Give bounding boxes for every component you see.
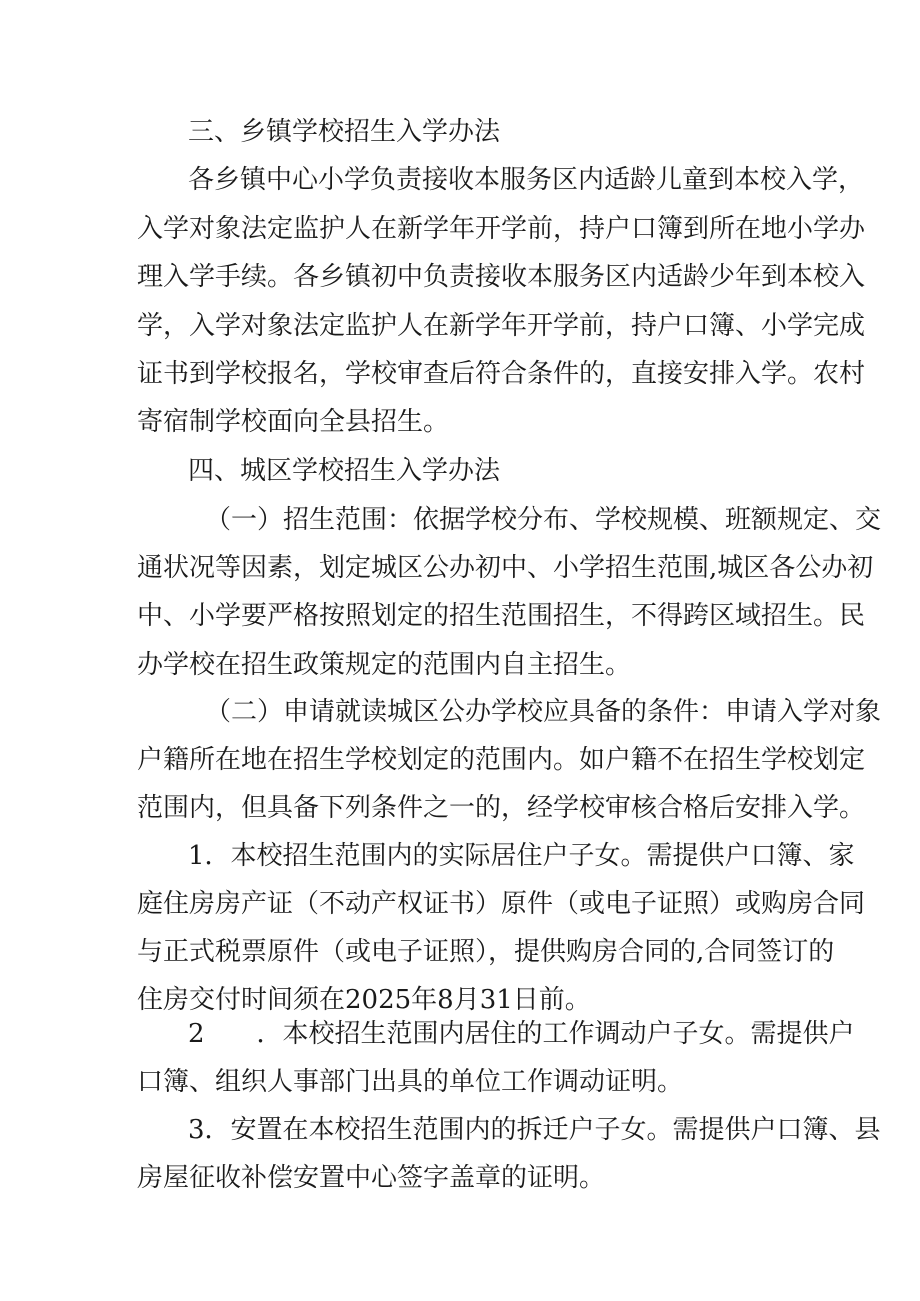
- paragraph-line: （二）申请就读城区公办学校应具备的条件：申请入学对象: [205, 697, 882, 727]
- paragraph-line: 范围内，但具备下列条件之一的，经学校审核合格后安排入学。: [137, 793, 866, 823]
- paragraph-line: 户籍所在地在招生学校划定的范围内。如户籍不在招生学校划定: [137, 745, 866, 775]
- paragraph-line: 3．安置在本校招生范围内的拆迁户子女。需提供户口簿、县: [188, 1115, 881, 1145]
- paragraph-line: 口簿、组织人事部门出具的单位工作调动证明。: [137, 1067, 684, 1097]
- paragraph-line: 庭住房房产证（不动产权证书）原件（或电子证照）或购房合同: [137, 889, 866, 919]
- paragraph-line: 2 ．本校招生范围内居住的工作调动户子女。需提供户: [188, 1019, 855, 1049]
- paragraph-line: 与正式税票原件（或电子证照），提供购房合同的,合同签订的: [137, 937, 835, 967]
- paragraph-line: 寄宿制学校面向全县招生。: [137, 407, 450, 437]
- paragraph-line: 理入学手续。各乡镇初中负责接收本服务区内适龄少年到本校入: [137, 262, 866, 292]
- paragraph-line: 各乡镇中心小学负责接收本服务区内适龄儿童到本校入学，: [188, 165, 865, 195]
- paragraph-line: 1．本校招生范围内的实际居住户子女。需提供户口簿、家: [188, 841, 855, 871]
- paragraph-line: （一）招生范围：依据学校分布、学校规模、班额规定、交: [205, 505, 882, 535]
- paragraph-line: 房屋征收补偿安置中心签字盖章的证明。: [137, 1163, 606, 1193]
- paragraph-line: 证书到学校报名，学校审查后符合条件的，直接安排入学。农村: [137, 359, 866, 389]
- paragraph-line: 通状况等因素，划定城区公办初中、小学招生范围,城区各公办初: [137, 553, 874, 583]
- paragraph-line: 中、小学要严格按照划定的招生范围招生，不得跨区域招生。民: [137, 601, 866, 631]
- paragraph-line: 住房交付时间须在2025年8月31日前。: [137, 985, 591, 1015]
- paragraph-line: 办学校在招生政策规定的范围内自主招生。: [137, 650, 632, 680]
- section-heading-4: 四、城区学校招生入学办法: [188, 456, 501, 486]
- paragraph-line: 入学对象法定监护人在新学年开学前，持户口簿到所在地小学办: [137, 214, 866, 244]
- paragraph-line: 学，入学对象法定监护人在新学年开学前，持户口簿、小学完成: [137, 311, 866, 341]
- section-heading-3: 三、乡镇学校招生入学办法: [188, 117, 501, 147]
